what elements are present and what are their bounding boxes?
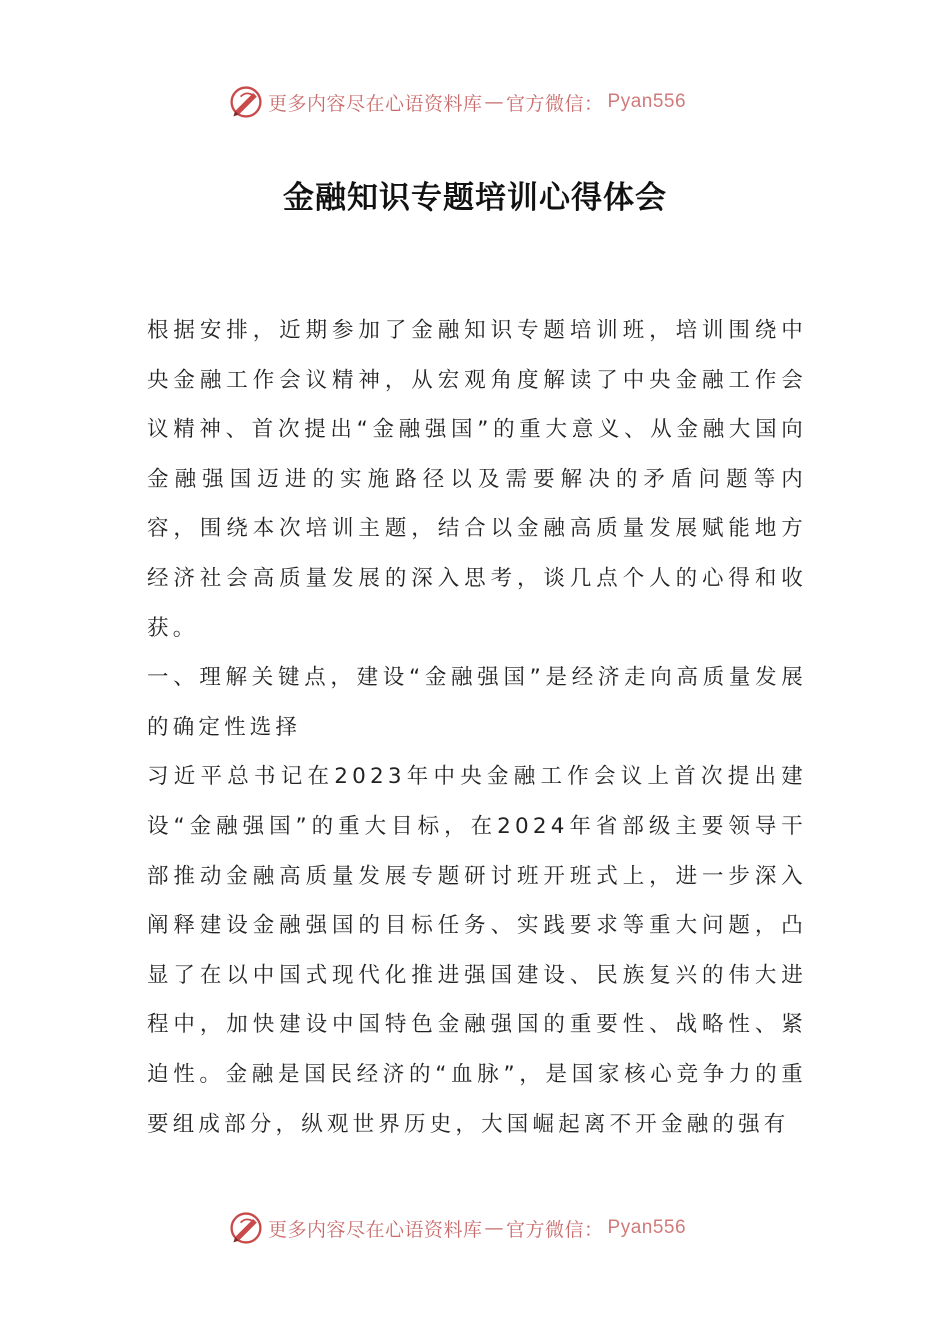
paragraph-intro: 根据安排，近期参加了金融知识专题培训班，培训围绕中央金融工作会议精神，从宏观角度解读了中央金融工作会议精神、首次提出“金融强国”的重大意义、从金融大国向金融强国迈进的实施路径以及需要解决的矛盾问题等内容，围绕本次培训主题，结合以金融高质量发展赋能地方经济社会高质量发展的深入思考，谈几点个人的心得和收获。 xyxy=(147,318,807,641)
document-body xyxy=(147,306,807,1149)
banner-wechat-label: 官方微信： xyxy=(506,92,604,115)
banner-dash: — xyxy=(484,91,505,113)
header-banner xyxy=(228,82,728,122)
section-heading-1: 一、理解关键点，建设“金融强国”是经济走向高质量发展的确定性选择 xyxy=(147,665,807,740)
banner-brand: 更多内容尽在心语资料库 xyxy=(268,1218,483,1241)
banner-wechat-id: Pyan556 xyxy=(607,1217,687,1238)
banner-dash: — xyxy=(484,1217,505,1239)
document-title: 金融知识专题培训心得体会 xyxy=(283,180,667,216)
banner-brand: 更多内容尽在心语资料库 xyxy=(268,92,483,115)
paragraph-section-1: 习近平总书记在2023年中央金融工作会议上首次提出建设“金融强国”的重大目标，在2024年省部级主要领导干部推动金融高质量发展专题研讨班开班式上，进一步深入阐释建设金融强国的目标任务、实践要求等重大问题，凸显了在以中国式现代化推进强国建设、民族复兴的伟大进程中，加快建设中国特色金融强国的重要性、战略性、紧迫性。金融是国民经济的“血脉”，是国家核心竞争力的重要组成部分，纵观世界历史，大国崛起离不开金融的强有 xyxy=(147,764,807,1137)
footer-banner xyxy=(228,1208,728,1248)
pen-logo-icon xyxy=(228,1210,264,1246)
banner-wechat-id: Pyan556 xyxy=(607,91,687,112)
banner-wechat-label: 官方微信： xyxy=(506,1218,604,1241)
pen-logo-icon xyxy=(228,84,264,120)
